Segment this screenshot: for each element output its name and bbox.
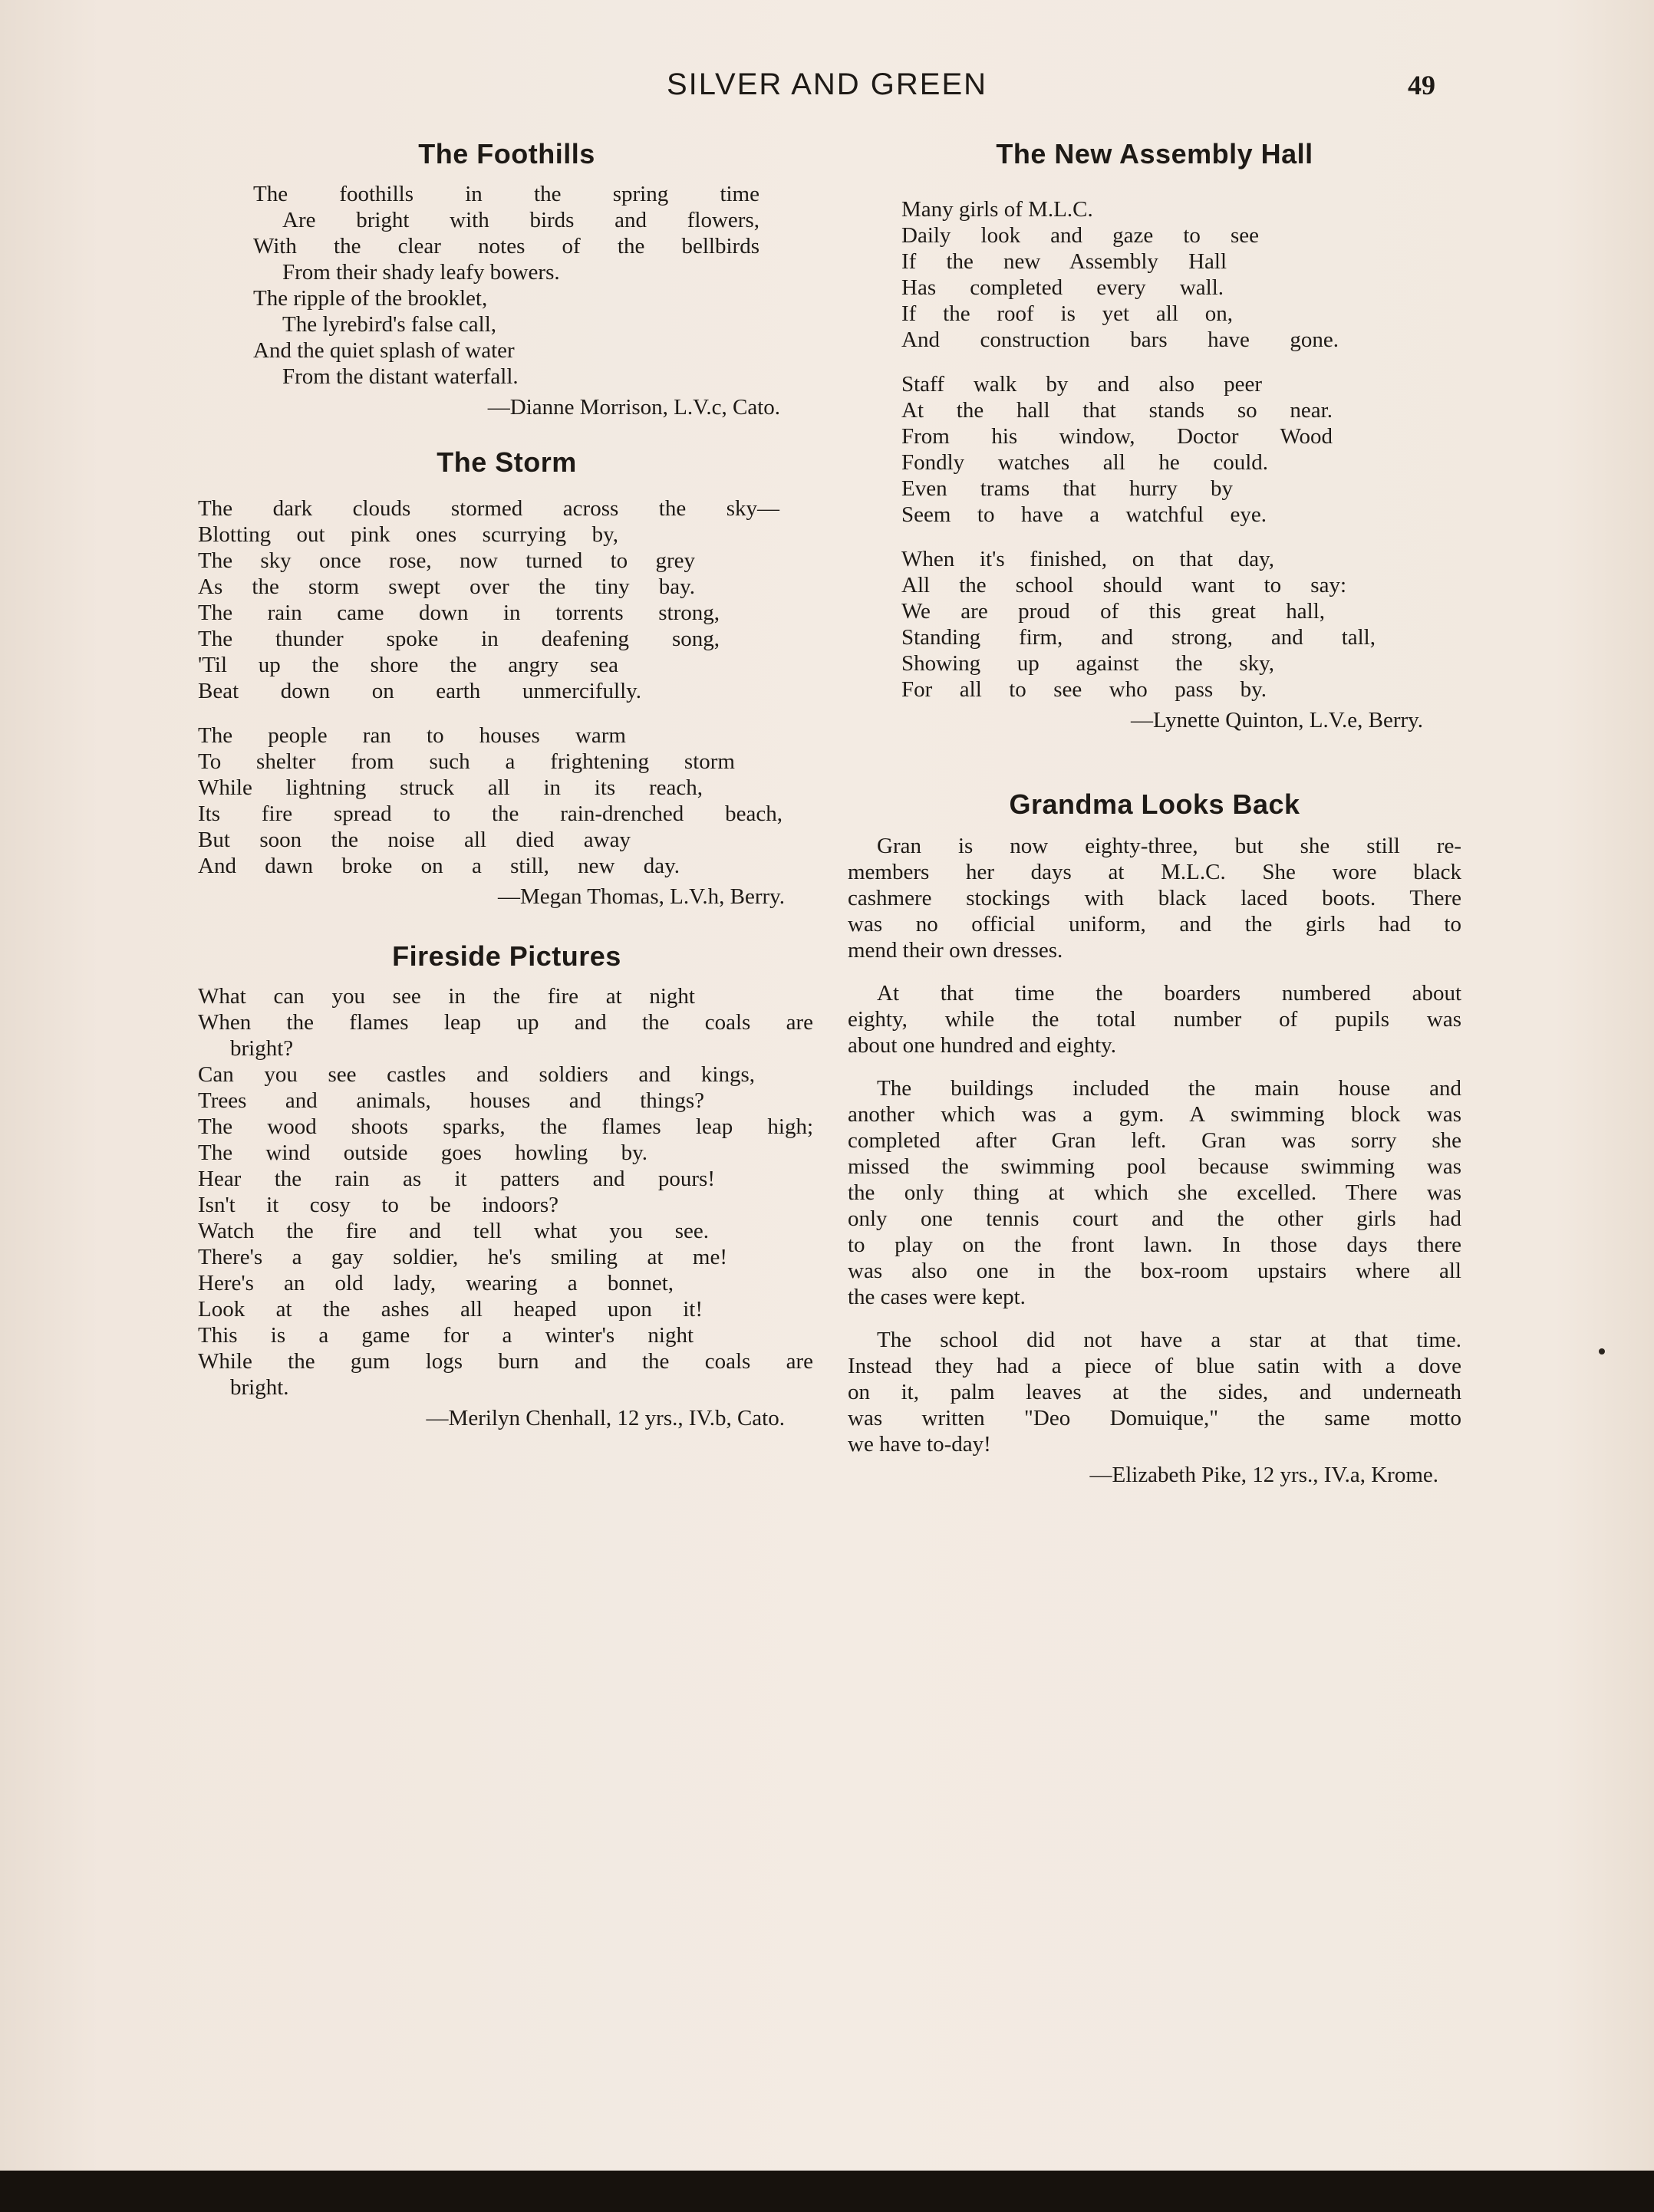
story-line: eighty, while the total number of pupils was (848, 1007, 1461, 1032)
poem-line: And the quiet splash of water (253, 338, 515, 363)
poem-line: The rain came down in torrents strong, (198, 601, 720, 625)
story-line: about one hundred and eighty. (848, 1033, 1117, 1058)
poem-line: As the storm swept over the tiny bay. (198, 574, 695, 599)
story-line: only one tennis court and the other girls had (848, 1206, 1461, 1231)
right-column (848, 138, 1461, 1488)
poem-author: —Dianne Morrison, L.V.c, Cato. (487, 395, 780, 420)
ink-speck (1599, 1348, 1605, 1355)
poem-title: The Foothills (418, 138, 595, 170)
poem-line: What can you see in the fire at night (198, 984, 695, 1009)
story-line: we have to-day! (848, 1432, 991, 1457)
poem-line: To shelter from such a frightening storm (198, 749, 735, 774)
poem-line: Blotting out pink ones scurrying by, (198, 522, 618, 547)
left-column (198, 138, 815, 1431)
poem-line: Many girls of M.L.C. (901, 197, 1093, 222)
story-line: The buildings included the main house and (877, 1076, 1461, 1101)
poem-line: Fondly watches all he could. (901, 450, 1268, 475)
story-line: At that time the boarders numbered about (877, 981, 1461, 1006)
story-line: members her days at M.L.C. She wore black (848, 860, 1461, 884)
story-title: Grandma Looks Back (1009, 788, 1300, 820)
story-line: Instead they had a piece of blue satin with a dove (848, 1354, 1461, 1378)
story-line: mend their own dresses. (848, 938, 1063, 963)
story-author: —Elizabeth Pike, 12 yrs., IV.a, Krome. (1089, 1463, 1438, 1487)
story-line: to play on the front lawn. In those days there (848, 1233, 1461, 1257)
poem-line: The wind outside goes howling by. (198, 1141, 647, 1165)
poem-foothills (198, 138, 815, 420)
poem-line: bright. (230, 1375, 289, 1400)
poem-line: Here's an old lady, wearing a bonnet, (198, 1271, 674, 1295)
poem-line: Are bright with birds and flowers, (282, 208, 759, 232)
poem-line: And dawn broke on a still, new day. (198, 854, 680, 878)
poem-line: All the school should want to say: (901, 573, 1346, 597)
poem-line: The dark clouds stormed across the sky— (198, 496, 779, 521)
poem-line: While lightning struck all in its reach, (198, 775, 703, 800)
poem-line: Watch the fire and tell what you see. (198, 1219, 709, 1243)
poem-title: The New Assembly Hall (996, 138, 1313, 170)
story-line: was no official uniform, and the girls had to (848, 912, 1461, 936)
poem-line: Hear the rain as it patters and pours! (198, 1167, 715, 1191)
poem-line: When it's finished, on that day, (901, 547, 1274, 571)
poem-line: Showing up against the sky, (901, 651, 1274, 676)
poem-line: For all to see who pass by. (901, 677, 1267, 702)
story-grandma-looks-back (848, 788, 1461, 1488)
poem-line: bright? (230, 1036, 294, 1061)
poem-line: But soon the noise all died away (198, 828, 631, 852)
poem-author: —Lynette Quinton, L.V.e, Berry. (1131, 708, 1423, 732)
poem-line: There's a gay soldier, he's smiling at me! (198, 1245, 727, 1269)
poem-line: Its fire spread to the rain-drenched beach, (198, 802, 783, 826)
page-number: 49 (1408, 70, 1435, 100)
poem-line: The ripple of the brooklet, (253, 286, 488, 311)
story-line: Gran is now eighty-three, but she still re- (877, 834, 1461, 858)
poem-line: At the hall that stands so near. (901, 398, 1333, 423)
poem-author: —Megan Thomas, L.V.h, Berry. (498, 884, 785, 909)
poem-line: Isn't it cosy to be indoors? (198, 1193, 558, 1217)
story-line: on it, palm leaves at the sides, and underneath (848, 1380, 1461, 1404)
poem-author: —Merilyn Chenhall, 12 yrs., IV.b, Cato. (426, 1406, 785, 1430)
story-line: was also one in the box-room upstairs where all (848, 1259, 1461, 1283)
poem-line: Look at the ashes all heaped upon it! (198, 1297, 703, 1322)
poem-title: Fireside Pictures (392, 940, 621, 972)
poem-line: While the gum logs burn and the coals are (198, 1349, 813, 1374)
poem-line: This is a game for a winter's night (198, 1323, 694, 1348)
scan-edge (0, 2171, 1654, 2212)
story-line: The school did not have a star at that time. (877, 1328, 1461, 1352)
poem-line: Trees and animals, houses and things? (198, 1088, 704, 1113)
poem-fireside-pictures (198, 940, 815, 1431)
poem-line: With the clear notes of the bellbirds (253, 234, 759, 258)
story-line: cashmere stockings with black laced boots. There (848, 886, 1461, 910)
poem-storm (198, 446, 815, 910)
poem-line: And construction bars have gone. (901, 328, 1339, 352)
poem-line: The sky once rose, now turned to grey (198, 548, 695, 573)
story-line: missed the swimming pool because swimming was (848, 1154, 1461, 1179)
poem-line: When the flames leap up and the coals are (198, 1010, 813, 1035)
poem-line: 'Til up the shore the angry sea (198, 653, 618, 677)
running-header: SILVER AND GREEN (666, 67, 988, 101)
poem-line: Can you see castles and soldiers and kings, (198, 1062, 755, 1087)
poem-line: Seem to have a watchful eye. (901, 502, 1267, 527)
poem-line: Staff walk by and also peer (901, 372, 1262, 397)
poem-line: Even trams that hurry by (901, 476, 1233, 501)
poem-title: The Storm (437, 446, 577, 478)
poem-line: Daily look and gaze to see (901, 223, 1259, 248)
poem-line: We are proud of this great hall, (901, 599, 1325, 624)
poem-line: If the new Assembly Hall (901, 249, 1227, 274)
poem-line: The lyrebird's false call, (282, 312, 496, 337)
poem-line: The wood shoots sparks, the flames leap high; (198, 1114, 813, 1139)
poem-line: If the roof is yet all on, (901, 301, 1233, 326)
story-line: was written "Deo Domuique," the same motto (848, 1406, 1461, 1430)
story-line: the cases were kept. (848, 1285, 1026, 1309)
poem-line: From their shady leafy bowers. (282, 260, 560, 285)
poem-new-assembly-hall (848, 138, 1461, 733)
poem-line: From the distant waterfall. (282, 364, 519, 389)
poem-line: From his window, Doctor Wood (901, 424, 1333, 449)
story-line: another which was a gym. A swimming block was (848, 1102, 1461, 1127)
story-line: completed after Gran left. Gran was sorry she (848, 1128, 1461, 1153)
poem-line: The thunder spoke in deafening song, (198, 627, 720, 651)
poem-line: Beat down on earth unmercifully. (198, 679, 641, 703)
poem-line: Standing firm, and strong, and tall, (901, 625, 1376, 650)
poem-line: Has completed every wall. (901, 275, 1224, 300)
poem-line: The people ran to houses warm (198, 723, 626, 748)
story-line: the only thing at which she excelled. There was (848, 1180, 1461, 1205)
poem-line: The foothills in the spring time (253, 182, 759, 206)
